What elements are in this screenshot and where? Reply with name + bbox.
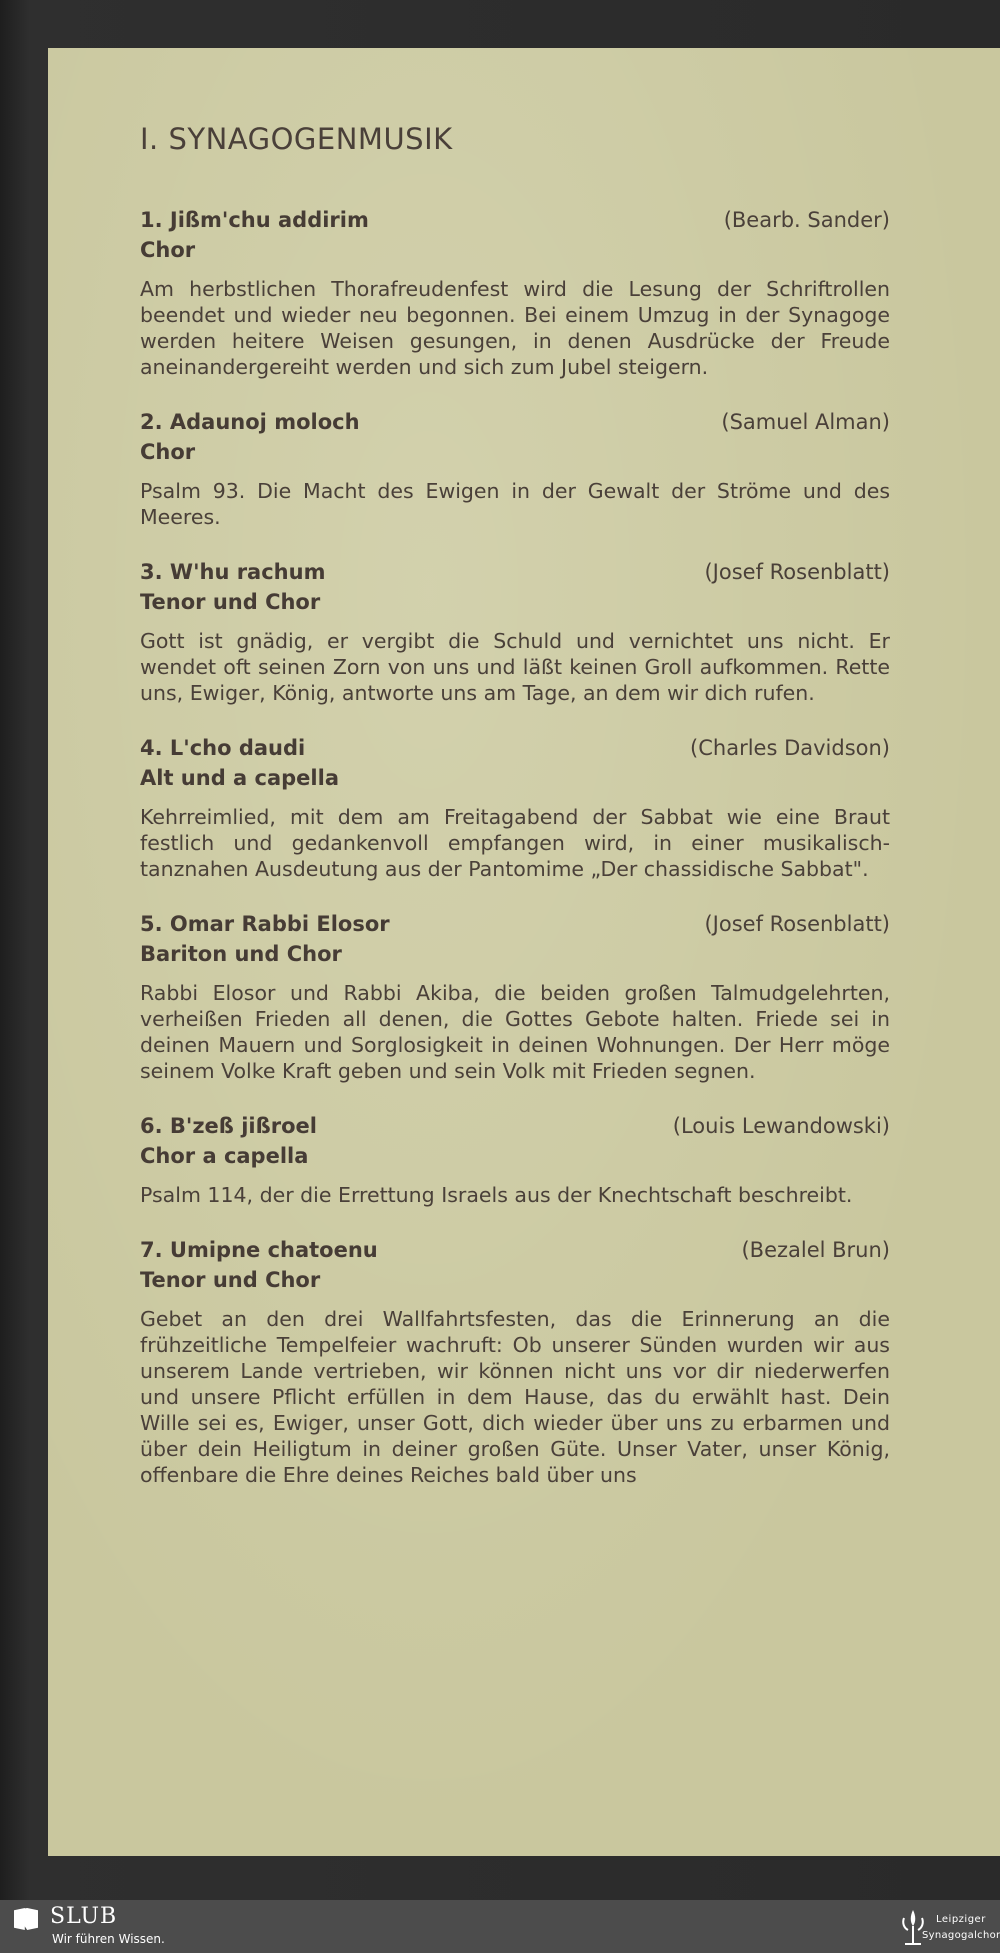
program-page	[48, 48, 1000, 1856]
composer: (Josef Rosenblatt)	[704, 912, 890, 936]
program-entry	[140, 560, 890, 706]
piece-title: 4. L'cho daudi	[140, 736, 306, 760]
composer: (Bezalel Brun)	[741, 1238, 890, 1262]
piece-title: 2. Adaunoj moloch	[140, 410, 360, 434]
piece-title: 7. Umipne chatoenu	[140, 1238, 378, 1262]
performers: Tenor und Chor	[140, 1268, 321, 1292]
piece-title: 5. Omar Rabbi Elosor	[140, 912, 390, 936]
program-entry	[140, 1238, 890, 1488]
description: Psalm 114, der die Errettung Israels aus der Knechtschaft beschreibt.	[140, 1183, 853, 1207]
page-content	[140, 122, 890, 1518]
performers: Chor	[140, 238, 196, 262]
composer: (Louis Lewandowski)	[672, 1114, 890, 1138]
program-entry	[140, 1114, 890, 1208]
viewer-footer	[0, 1900, 1000, 1953]
library-name[interactable]: SLUB	[50, 1904, 118, 1929]
entry-header	[140, 560, 890, 584]
section-title: I. SYNAGOGENMUSIK	[140, 122, 453, 156]
composer: (Bearb. Sander)	[723, 208, 890, 232]
piece-title: 3. W'hu rachum	[140, 560, 326, 584]
description: Gott ist gnädig, er vergibt die Schuld und vernichtet uns nicht. Er wendet oft seinen Zorn von uns und läßt keinen Groll aufkommen. Rette uns, Ewiger, König, antworte uns am Tage, an dem wir dich rufen.	[140, 629, 890, 705]
performers: Tenor und Chor	[140, 590, 321, 614]
performers: Bariton und Chor	[140, 942, 342, 966]
entry-header	[140, 1238, 890, 1262]
menorah-icon	[896, 1906, 930, 1948]
composer: (Samuel Alman)	[721, 410, 890, 434]
entry-header	[140, 410, 890, 434]
performers: Alt und a capella	[140, 766, 339, 790]
composer: (Charles Davidson)	[690, 736, 890, 760]
piece-title: 1. Jißm'chu addirim	[140, 208, 369, 232]
entry-header	[140, 208, 890, 232]
book-icon	[14, 1908, 38, 1930]
composer: (Josef Rosenblatt)	[704, 560, 890, 584]
entry-header	[140, 1114, 890, 1138]
program-entry	[140, 912, 890, 1084]
performers: Chor	[140, 440, 196, 464]
description: Psalm 93. Die Macht des Ewigen in der Gewalt der Ströme und des Meeres.	[140, 479, 890, 529]
partner-name-line2: Synagogalchor	[922, 1930, 1000, 1941]
description: Rabbi Elosor und Rabbi Akiba, die beiden großen Talmudgelehrten, verheißen Frieden all denen, die Gottes Gebote halten. Friede sei in deinen Mauern und Sorglosigkeit in deinen Wohnungen. Der Herr möge seinem Volke Kraft geben und sein Volk mit Frieden segnen.	[140, 981, 890, 1083]
description: Kehrreimlied, mit dem am Freitagabend der Sabbat wie eine Braut festlich und gedankenvoll empfangen wird, in einer musikalisch-tanznahen Ausdeutung aus der Pantomime „Der chassidische Sabbat".	[140, 805, 890, 881]
partner-name-line1: Leipziger	[936, 1914, 986, 1925]
program-entry	[140, 208, 890, 380]
entry-header	[140, 736, 890, 760]
performers: Chor a capella	[140, 1144, 309, 1168]
program-entry	[140, 736, 890, 882]
description: Am herbstlichen Thorafreudenfest wird die Lesung der Schriftrollen beendet und wieder neu begonnen. Bei einem Umzug in der Synagoge werden heitere Weisen gesungen, in denen Ausdrücke der Freude aneinandergereiht werden und sich zum Jubel steigern.	[140, 277, 890, 379]
program-entry	[140, 410, 890, 530]
library-tagline: Wir führen Wissen.	[52, 1932, 165, 1946]
description: Gebet an den drei Wallfahrtsfesten, das die Erinnerung an die frühzeitliche Tempelfeier wachruft: Ob unserer Sünden wurden wir aus unserem Lande vertrieben, wir können nicht uns vor dir niederwerfen und unsere Pflicht erfüllen in dem Hause, das du erwählt hast. Dein Wille sei es, Ewiger, unser Gott, dich wieder über uns zu erbarmen und über dein Heiligtum in deiner großen Güte. Unser Vater, unser König, offenbare die Ehre deines Reiches bald über uns	[140, 1307, 890, 1487]
piece-title: 6. B'zeß jißroel	[140, 1114, 317, 1138]
entry-header	[140, 912, 890, 936]
